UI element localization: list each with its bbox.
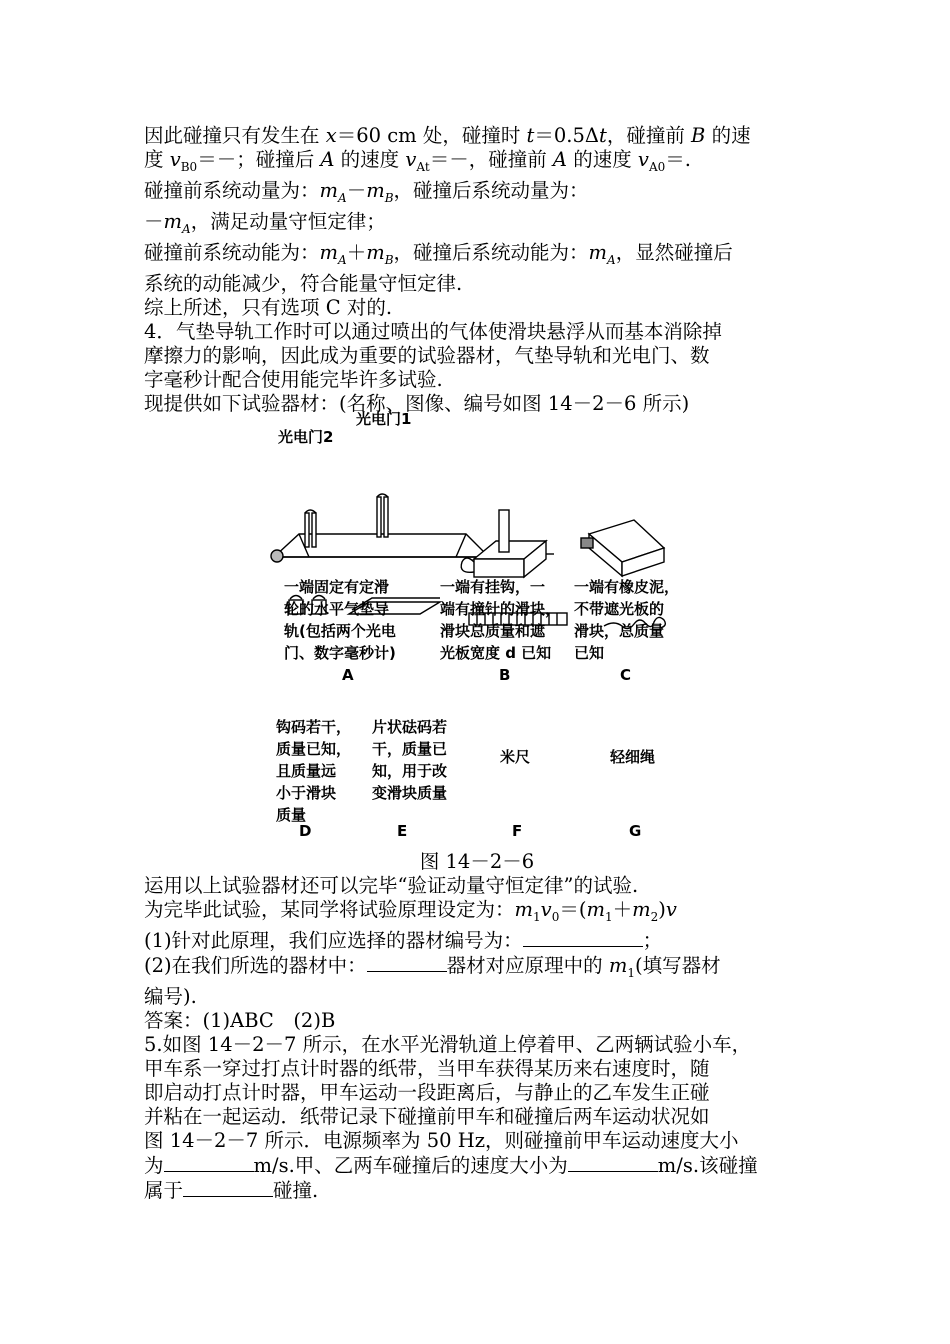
answer-blank-3[interactable] <box>164 1153 254 1172</box>
item-e-description: 片状砝码若 干，质量已 知，用于改 变滑块质量 <box>372 717 448 802</box>
item-b-description: 一端有挂钩，一 端有撞针的滑块， 滑块总质量和遮 光板宽度 d 已知 <box>440 577 561 662</box>
slider-c-drawing <box>581 520 664 576</box>
gate-1-label: 光电门1 <box>356 409 412 428</box>
question-5: 5.如图 14－2－7 所示，在水平光滑轨道上停着甲、乙两辆试验小车， 甲车系一穿过打点计时器的纸带，当甲车获得某历来右速度时，随 即启动打点计时器，甲车运动一段距离后，与静止的乙车发生正碰 并粘在一起运动．纸带记录下碰撞前甲车和碰撞后两车运动状况如 图 14－2－7 所示．电源频率为 50 Hz，则碰撞前甲车运动速度大小 为 m/s.甲、乙两车碰撞后的速度大小为 m/s.该碰撞 属于 碰撞. <box>144 1033 758 1203</box>
answer-blank-1[interactable] <box>523 928 643 947</box>
paragraph-collision-position: 因此碰撞只有发生在 x＝60 cm 处，碰撞时 t＝0.5Δt，碰撞前 B 的速 度 $v_{B0}=-$；碰撞后 A 的速度 $v_{At}=-$，碰撞前 A 的速度 $v_{A0}=$. <box>144 124 751 174</box>
item-b-letter: B <box>499 665 511 684</box>
item-e-letter: E <box>397 821 408 840</box>
answer-line: 答案：(1)ABC (2)B <box>144 1009 336 1033</box>
item-d-description: 钩码若干， 质量已知， 且质量远 小于滑块 质量 <box>276 717 352 824</box>
paragraph-kinetic-energy: 碰撞前系统动能为：$m_A+m_B$，碰撞后系统动能为：$m_A$，显然碰撞后 系统的动能减少，符合能量守恒定律. <box>144 240 733 295</box>
document-page <box>144 124 810 1203</box>
item-a-description: 一端固定有定滑 轮的水平气垫导 轨(包括两个光电 门、数字毫秒计) <box>284 577 396 662</box>
paragraph-momentum: 碰撞前系统动量为：$m_A-m_B$，碰撞后系统动量为： $-m_A$，满足动量守恒定律； <box>144 178 589 236</box>
answer-blank-5[interactable] <box>183 1178 273 1197</box>
question-4-body: 运用以上试验器材还可以完毕“验证动量守恒定律”的试验. 为完毕此试验，某同学将试验原理设定为：$m_1v_0=(m_1+m_2)v$ (1)针对此原理，我们应选择的器材编号为： ； (2)在我们所选的器材中： 器材对应原理中的 $m_1$(填写器材 编号). 答案：(1)ABC (2)B <box>144 873 721 1033</box>
paragraph-conclusion: 综上所述，只有选项 C 对的. <box>144 295 393 319</box>
item-g-letter: G <box>629 821 642 840</box>
item-c-letter: C <box>620 665 632 684</box>
figure-caption: 图 14－2－6 <box>419 849 535 873</box>
item-d-letter: D <box>299 821 312 840</box>
item-c-description: 一端有橡皮泥， 不带遮光板的 滑块，总质量 已知 <box>574 577 680 662</box>
item-f-letter: F <box>512 821 523 840</box>
item-g-description: 轻细绳 <box>610 747 656 766</box>
answer-blank-2[interactable] <box>367 953 447 972</box>
air-track-drawing <box>271 494 489 562</box>
item-a-letter: A <box>342 665 354 684</box>
answer-blank-4[interactable] <box>568 1153 658 1172</box>
item-f-description: 米尺 <box>500 747 531 766</box>
question-4-intro: 4．气垫导轨工作时可以通过喷出的气体使滑块悬浮从而基本消除掉 摩擦力的影响，因此成为重要的试验器材，气垫导轨和光电门、数 字毫秒计配合使用能完毕许多试验. 现提供如下试验器材：(名称、图像、编号如图 14－2－6 所示) <box>144 319 722 415</box>
figure-14-2-6 <box>144 409 810 824</box>
gate-2-label: 光电门2 <box>278 427 334 446</box>
